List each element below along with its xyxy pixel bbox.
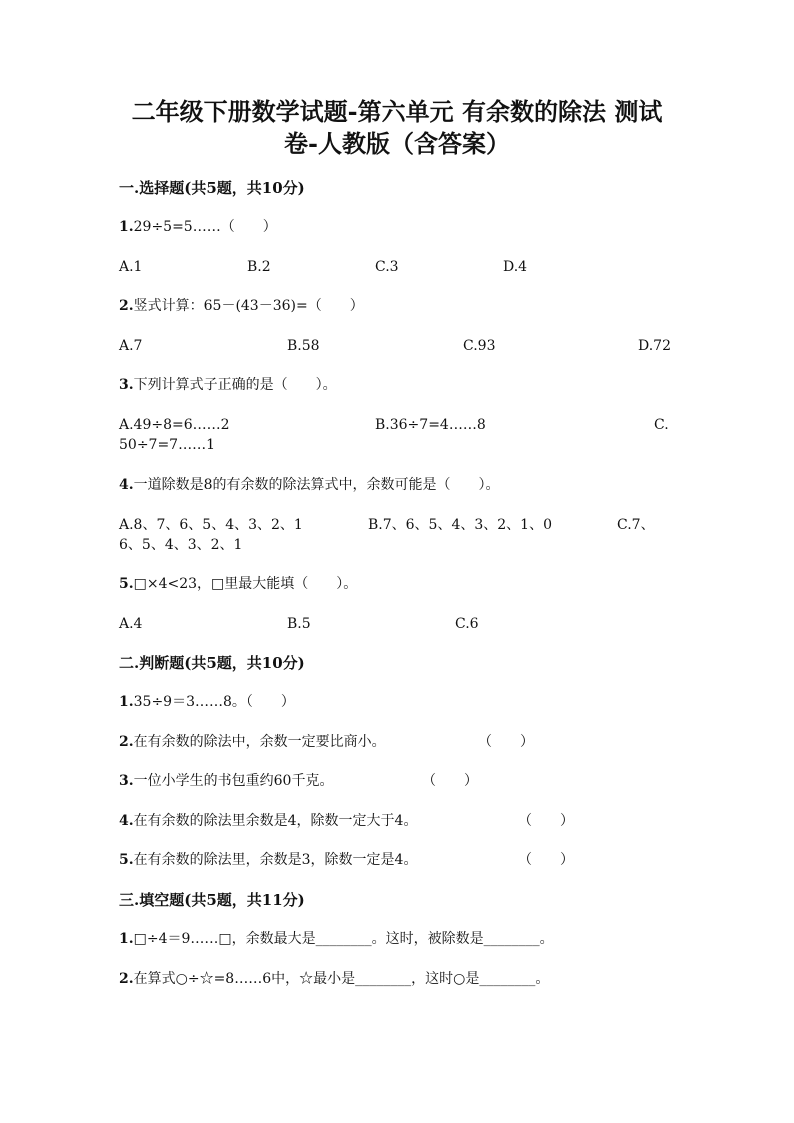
- s1-q5-text: □×4<23，□里最大能填（ ）。: [133, 576, 358, 592]
- section-1-heading: 一.选择题(共5题，共10分): [119, 179, 305, 197]
- s1-q3: [119, 375, 337, 395]
- s2-q3-answer-paren: （ ）: [422, 773, 478, 789]
- s3-q2: [119, 969, 549, 989]
- s1-q1-number: 1.: [119, 219, 134, 235]
- s2-q5: [119, 850, 417, 870]
- s1-q2-text: 竖式计算：65－(43－36)=（ ）: [133, 298, 364, 314]
- s1-q4-text: 一道除数是8的有余数的除法算式中，余数可能是（ ）。: [133, 477, 500, 493]
- s2-q2: [119, 732, 386, 752]
- s1-q2-option-b: B.58: [287, 338, 320, 354]
- s2-q4-number: 4.: [119, 813, 134, 829]
- title-line-1: 二年级下册数学试题-第六单元 有余数的除法 测试: [131, 97, 663, 126]
- s2-q5-answer-paren: （ ）: [518, 852, 574, 868]
- s3-q2-text: 在算式○÷☆=8……6中，☆最小是________，这时○是________。: [133, 971, 550, 987]
- s1-q4-option-c-wrap: 6、5、4、3、2、1: [119, 537, 243, 553]
- s1-q3-text: 下列计算式子正确的是（ ）。: [133, 377, 337, 393]
- s1-q4-number: 4.: [119, 477, 134, 493]
- s1-q2-option-c: C.93: [463, 338, 496, 354]
- s1-q5-number: 5.: [119, 576, 134, 592]
- s3-q1-text: □÷4＝9……□，余数最大是________。这时，被除数是________。: [133, 931, 554, 947]
- s2-q4: [119, 811, 417, 831]
- s3-q1-number: 1.: [119, 931, 134, 947]
- s1-q3-option-a: A.49÷8=6……2: [119, 417, 230, 433]
- s2-q3-text: 一位小学生的书包重约60千克。: [133, 773, 334, 789]
- s2-q1: [119, 692, 295, 712]
- s1-q2-number: 2.: [119, 298, 134, 314]
- s1-q4: [119, 475, 500, 495]
- s1-q3-number: 3.: [119, 377, 134, 393]
- s2-q3-number: 3.: [119, 773, 134, 789]
- s1-q1: [119, 217, 277, 237]
- s1-q2: [119, 296, 364, 316]
- s2-q1-number: 1.: [119, 694, 134, 710]
- s1-q1-option-a: A.1: [119, 259, 143, 275]
- s2-q3: [119, 771, 333, 791]
- s1-q2-option-d: D.72: [638, 338, 671, 354]
- title-line-2: 卷-人教版（含答案）: [284, 129, 510, 158]
- s1-q3-option-c-wrap: 50÷7=7……1: [119, 437, 215, 453]
- s2-q5-text: 在有余数的除法里，余数是3，除数一定是4。: [133, 852, 418, 868]
- s1-q2-option-a: A.7: [119, 338, 143, 354]
- s2-q2-number: 2.: [119, 734, 134, 750]
- s2-q2-answer-paren: （ ）: [478, 734, 534, 750]
- section-2-heading: 二.判断题(共5题，共10分): [119, 654, 305, 672]
- section-3-heading: 三.填空题(共5题，共11分): [119, 891, 305, 909]
- s1-q3-option-c: C.: [654, 417, 669, 433]
- s1-q1-option-c: C.3: [375, 259, 399, 275]
- s1-q5-option-b: B.5: [287, 616, 311, 632]
- s1-q1-option-d: D.4: [503, 259, 528, 275]
- s2-q2-text: 在有余数的除法中，余数一定要比商小。: [133, 734, 386, 750]
- s1-q1-option-b: B.2: [247, 259, 271, 275]
- s1-q4-option-c: C.7、: [617, 517, 655, 533]
- s1-q3-option-b: B.36÷7=4……8: [375, 417, 486, 433]
- s2-q4-text: 在有余数的除法里余数是4，除数一定大于4。: [133, 813, 418, 829]
- s1-q5-option-a: A.4: [119, 616, 143, 632]
- s2-q1-text: 35÷9＝3……8。（ ）: [133, 694, 295, 710]
- s3-q2-number: 2.: [119, 971, 134, 987]
- s3-q1: [119, 929, 554, 949]
- s2-q4-answer-paren: （ ）: [518, 813, 574, 829]
- s1-q4-option-a: A.8、7、6、5、4、3、2、1: [119, 517, 303, 533]
- s2-q5-number: 5.: [119, 852, 134, 868]
- s1-q4-option-b: B.7、6、5、4、3、2、1、0: [368, 517, 552, 533]
- s1-q5: [119, 574, 357, 594]
- s1-q1-text: 29÷5=5……（ ）: [133, 219, 277, 235]
- s1-q5-option-c: C.6: [455, 616, 479, 632]
